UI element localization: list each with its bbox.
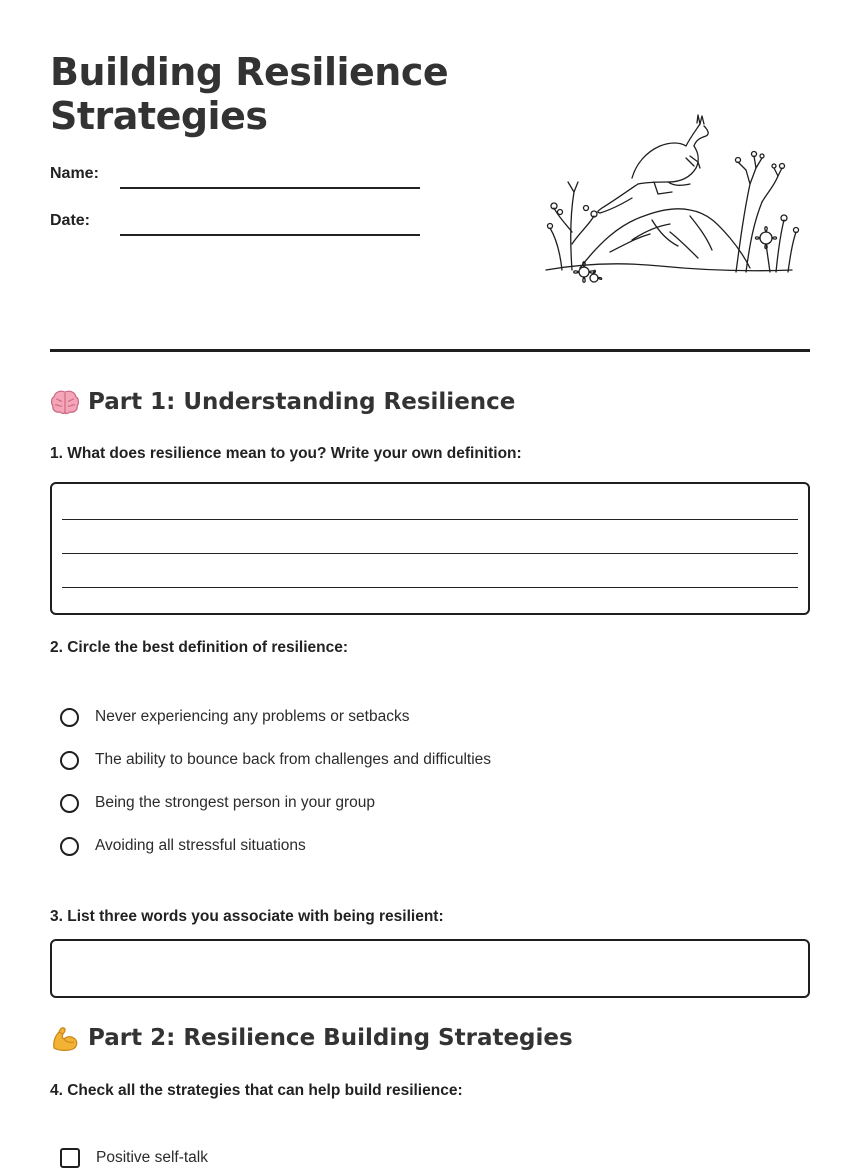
answer-line — [62, 587, 798, 588]
definition-option[interactable] — [60, 748, 491, 772]
question-3: 3. List three words you associate with being resilient: — [50, 908, 444, 925]
part1-heading — [50, 388, 515, 416]
date-field[interactable] — [50, 212, 420, 236]
definition-option[interactable] — [60, 791, 375, 815]
radio-circle[interactable] — [60, 794, 79, 813]
question-4: 4. Check all the strategies that can help build resilience: — [50, 1082, 463, 1099]
worksheet-title: Building Resilience Strategies — [50, 50, 449, 138]
question-2: 2. Circle the best definition of resilience: — [50, 639, 349, 656]
part1-heading-text: Part 1: Understanding Resilience — [88, 389, 516, 415]
answer-line — [62, 553, 798, 554]
name-write-line[interactable] — [120, 187, 420, 189]
radio-circle[interactable] — [60, 708, 79, 727]
date-label: Date: — [50, 212, 91, 229]
option-label: The ability to bounce back from challenges and difficulties — [95, 751, 492, 768]
header-divider — [50, 349, 810, 352]
option-label: Never experiencing any problems or setbacks — [95, 708, 410, 725]
radio-circle[interactable] — [60, 751, 79, 770]
radio-circle[interactable] — [60, 837, 79, 856]
part2-heading — [50, 1024, 573, 1052]
kangaroo-outback-illustration — [540, 112, 802, 292]
flexed-biceps-icon — [50, 1024, 80, 1052]
definition-answer-box[interactable] — [50, 482, 810, 615]
option-label: Being the strongest person in your group — [95, 794, 376, 811]
strategy-option[interactable] — [60, 1146, 208, 1170]
answer-line — [62, 519, 798, 520]
definition-option[interactable] — [60, 834, 306, 858]
option-label: Avoiding all stressful situations — [95, 837, 306, 854]
name-field[interactable] — [50, 165, 420, 189]
option-label: Positive self-talk — [96, 1149, 208, 1166]
definition-option[interactable] — [60, 705, 409, 729]
words-answer-box[interactable] — [50, 939, 810, 998]
question-1: 1. What does resilience mean to you? Write your own definition: — [50, 445, 522, 462]
checkbox[interactable] — [60, 1148, 80, 1168]
brain-icon — [50, 388, 80, 416]
date-write-line[interactable] — [120, 234, 420, 236]
name-label: Name: — [50, 165, 99, 182]
part2-heading-text: Part 2: Resilience Building Strategies — [88, 1025, 573, 1051]
